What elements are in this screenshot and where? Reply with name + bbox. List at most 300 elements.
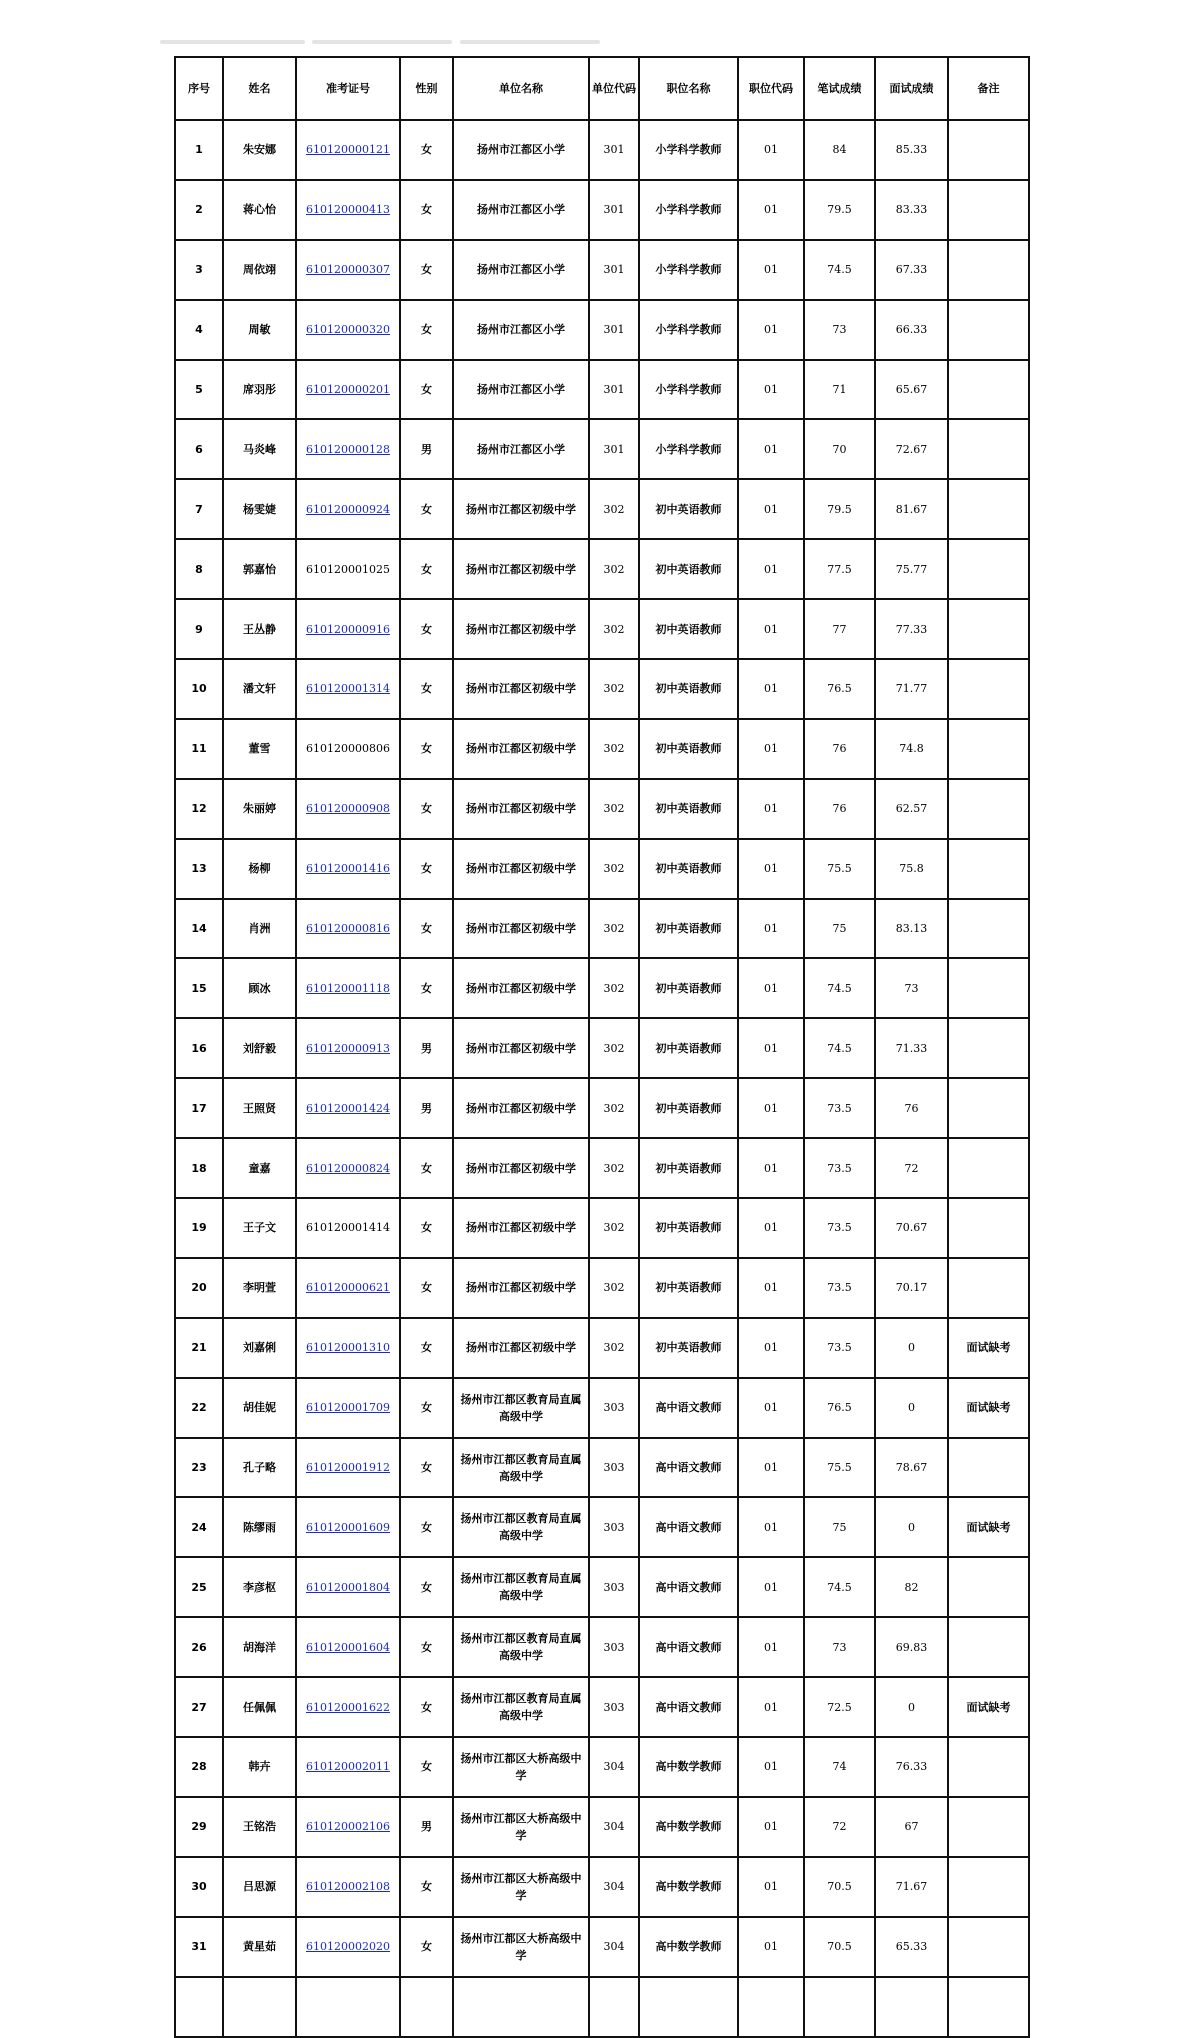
cell-note: [948, 180, 1029, 240]
cell-name: [223, 1977, 296, 2037]
cell-position: 高中语文教师: [639, 1557, 738, 1617]
cell-note: [948, 899, 1029, 959]
cell-no: 6: [175, 419, 223, 479]
cell-name: 周依翊: [223, 240, 296, 300]
cell-unit: 扬州市江都区初级中学: [453, 1018, 589, 1078]
cell-sex: 女: [400, 1258, 453, 1318]
cell-unit: 扬州市江都区初级中学: [453, 899, 589, 959]
cell-no: 24: [175, 1497, 223, 1557]
cell-position-code: 01: [738, 899, 804, 959]
cell-sex: 女: [400, 1677, 453, 1737]
cell-sex: 女: [400, 779, 453, 839]
cell-position-code: 01: [738, 1438, 804, 1498]
cell-no: 9: [175, 599, 223, 659]
cell-name: 陈缪雨: [223, 1497, 296, 1557]
exam-id-link[interactable]: 610120001912: [306, 1461, 390, 1475]
cell-sex: 女: [400, 360, 453, 420]
cell-no: 5: [175, 360, 223, 420]
cell-interview-score: 76: [875, 1078, 948, 1138]
cell-position: 初中英语教师: [639, 1198, 738, 1258]
cell-note: [948, 1138, 1029, 1198]
cell-sex: 女: [400, 1378, 453, 1438]
cell-unit-code: 302: [589, 1318, 639, 1378]
cell-name: 蒋心怡: [223, 180, 296, 240]
exam-id-link[interactable]: 610120002011: [306, 1760, 390, 1774]
cell-no: 31: [175, 1917, 223, 1977]
exam-id-link[interactable]: 610120001416: [306, 862, 390, 876]
cell-exam-id: [296, 1438, 400, 1498]
table-row: [175, 360, 1029, 420]
cell-unit-code: 302: [589, 779, 639, 839]
cell-no: 28: [175, 1737, 223, 1797]
exam-id-link[interactable]: 610120002020: [306, 1940, 390, 1954]
cell-exam-id: [296, 1857, 400, 1917]
cell-unit: 扬州市江都区小学: [453, 360, 589, 420]
cell-unit: 扬州市江都区教育局直属高级中学: [453, 1497, 589, 1557]
cell-position: 高中数学教师: [639, 1917, 738, 1977]
cell-position: 高中数学教师: [639, 1797, 738, 1857]
cell-sex: 女: [400, 839, 453, 899]
cell-position: 高中语文教师: [639, 1378, 738, 1438]
cell-unit: 扬州市江都区教育局直属高级中学: [453, 1438, 589, 1498]
cell-unit-code: 302: [589, 1258, 639, 1318]
cell-name: 朱丽婷: [223, 779, 296, 839]
cell-exam-id: [296, 839, 400, 899]
cell-written-score: 75.5: [804, 839, 875, 899]
cell-interview-score: 67: [875, 1797, 948, 1857]
cell-interview-score: 76.33: [875, 1737, 948, 1797]
cell-interview-score: 85.33: [875, 120, 948, 180]
cell-unit-code: 304: [589, 1857, 639, 1917]
cell-written-score: 73.5: [804, 1078, 875, 1138]
table-row: [175, 1438, 1029, 1498]
cell-sex: 男: [400, 1797, 453, 1857]
table-row: [175, 1198, 1029, 1258]
cell-unit: 扬州市江都区初级中学: [453, 958, 589, 1018]
cell-note: [948, 1617, 1029, 1677]
cell-interview-score: 71.33: [875, 1018, 948, 1078]
cell-written-score: 76.5: [804, 659, 875, 719]
cell-written-score: 70: [804, 419, 875, 479]
cell-exam-id: [296, 1138, 400, 1198]
header-exam-id: 准考证号: [296, 57, 400, 120]
exam-id-link[interactable]: 610120000121: [306, 143, 390, 157]
cell-name: 孔子略: [223, 1438, 296, 1498]
cell-unit-code: 303: [589, 1438, 639, 1498]
table-row: [175, 1977, 1029, 2037]
cell-exam-id: [296, 1677, 400, 1737]
cell-sex: 女: [400, 599, 453, 659]
table-row: [175, 419, 1029, 479]
cell-exam-id: [296, 300, 400, 360]
cell-name: 王照贤: [223, 1078, 296, 1138]
header-unit: 单位名称: [453, 57, 589, 120]
cell-position: 高中语文教师: [639, 1677, 738, 1737]
cell-position: 高中语文教师: [639, 1438, 738, 1498]
cell-no: 30: [175, 1857, 223, 1917]
cell-written-score: 73.5: [804, 1138, 875, 1198]
cell-unit-code: 302: [589, 1138, 639, 1198]
cell-position: 初中英语教师: [639, 1018, 738, 1078]
cell-written-score: 74: [804, 1737, 875, 1797]
cell-position: 初中英语教师: [639, 719, 738, 779]
table-row: [175, 899, 1029, 959]
cell-position: 小学科学教师: [639, 120, 738, 180]
cell-note: [948, 300, 1029, 360]
cell-position-code: 01: [738, 1917, 804, 1977]
cell-unit-code: 302: [589, 899, 639, 959]
cell-written-score: 79.5: [804, 180, 875, 240]
cell-name: 胡佳妮: [223, 1378, 296, 1438]
cell-position-code: [738, 1977, 804, 2037]
cell-exam-id: [296, 240, 400, 300]
cell-position-code: 01: [738, 1677, 804, 1737]
cell-written-score: 71: [804, 360, 875, 420]
exam-id-link[interactable]: 610120000824: [306, 1161, 390, 1175]
cell-unit: 扬州市江都区教育局直属高级中学: [453, 1557, 589, 1617]
header-sex: 性别: [400, 57, 453, 120]
exam-id-link[interactable]: 610120001310: [306, 1341, 390, 1355]
cell-sex: 女: [400, 1318, 453, 1378]
cell-no: 12: [175, 779, 223, 839]
cell-name: 李明萱: [223, 1258, 296, 1318]
cell-position-code: 01: [738, 1198, 804, 1258]
cell-unit: 扬州市江都区小学: [453, 180, 589, 240]
cell-unit-code: 302: [589, 479, 639, 539]
cell-written-score: 74.5: [804, 1018, 875, 1078]
cell-sex: 女: [400, 120, 453, 180]
cell-exam-id: [296, 1917, 400, 1977]
exam-id-link[interactable]: 610120001804: [306, 1580, 390, 1594]
table-body: [175, 120, 1029, 2037]
table-row: [175, 180, 1029, 240]
cell-unit-code: 302: [589, 599, 639, 659]
cell-position: 高中语文教师: [639, 1617, 738, 1677]
cell-unit: 扬州市江都区大桥高级中学: [453, 1857, 589, 1917]
cell-name: 童嘉: [223, 1138, 296, 1198]
cell-no: 20: [175, 1258, 223, 1318]
table-row: [175, 1318, 1029, 1378]
cell-unit-code: 303: [589, 1378, 639, 1438]
cell-unit: 扬州市江都区初级中学: [453, 539, 589, 599]
cell-position: 小学科学教师: [639, 240, 738, 300]
exam-id-link[interactable]: 610120001709: [306, 1401, 390, 1415]
cell-position: 初中英语教师: [639, 479, 738, 539]
cell-name: 潘文轩: [223, 659, 296, 719]
cell-exam-id: [296, 1078, 400, 1138]
cell-position-code: 01: [738, 1138, 804, 1198]
cell-no: 13: [175, 839, 223, 899]
table-row: [175, 1677, 1029, 1737]
cell-unit-code: 302: [589, 1198, 639, 1258]
cell-no: 21: [175, 1318, 223, 1378]
cell-position-code: 01: [738, 479, 804, 539]
cell-unit: 扬州市江都区初级中学: [453, 659, 589, 719]
cell-unit-code: 302: [589, 539, 639, 599]
cell-exam-id: [296, 899, 400, 959]
cell-exam-id: [296, 1258, 400, 1318]
cell-position: 初中英语教师: [639, 839, 738, 899]
cell-note: [948, 1018, 1029, 1078]
cell-written-score: 74.5: [804, 240, 875, 300]
cell-position: 初中英语教师: [639, 659, 738, 719]
cell-exam-id: [296, 1018, 400, 1078]
cell-written-score: 76: [804, 719, 875, 779]
cell-note: [948, 958, 1029, 1018]
cell-position: 初中英语教师: [639, 1318, 738, 1378]
cell-interview-score: 70.17: [875, 1258, 948, 1318]
cell-written-score: 77: [804, 599, 875, 659]
cell-exam-id: [296, 180, 400, 240]
cell-position-code: 01: [738, 599, 804, 659]
cell-interview-score: 70.67: [875, 1198, 948, 1258]
exam-id-link[interactable]: 610120001622: [306, 1700, 390, 1714]
cell-note: [948, 1557, 1029, 1617]
cell-position: 初中英语教师: [639, 899, 738, 959]
cell-name: 韩卉: [223, 1737, 296, 1797]
cell-unit-code: 302: [589, 659, 639, 719]
cell-written-score: 79.5: [804, 479, 875, 539]
cell-written-score: 73.5: [804, 1318, 875, 1378]
cell-exam-id: [296, 1497, 400, 1557]
cell-position: 小学科学教师: [639, 300, 738, 360]
exam-id-link[interactable]: 610120000307: [306, 263, 390, 277]
cell-unit: 扬州市江都区教育局直属高级中学: [453, 1677, 589, 1737]
cell-sex: 男: [400, 1078, 453, 1138]
cell-interview-score: 83.13: [875, 899, 948, 959]
cell-position: 高中数学教师: [639, 1857, 738, 1917]
cell-sex: 女: [400, 479, 453, 539]
cell-unit: 扬州市江都区小学: [453, 120, 589, 180]
cell-interview-score: 77.33: [875, 599, 948, 659]
cell-interview-score: [875, 1977, 948, 2037]
cell-unit: 扬州市江都区大桥高级中学: [453, 1737, 589, 1797]
cell-position-code: 01: [738, 539, 804, 599]
cell-unit: 扬州市江都区小学: [453, 240, 589, 300]
cell-unit: 扬州市江都区大桥高级中学: [453, 1917, 589, 1977]
exam-id-link[interactable]: 610120000924: [306, 502, 390, 516]
cell-name: 马炎峰: [223, 419, 296, 479]
exam-id-link[interactable]: 610120000320: [306, 323, 390, 337]
table-row: [175, 300, 1029, 360]
cell-unit-code: 302: [589, 1078, 639, 1138]
cell-note: 面试缺考: [948, 1318, 1029, 1378]
cell-exam-id: [296, 479, 400, 539]
cell-no: 3: [175, 240, 223, 300]
cell-sex: 女: [400, 958, 453, 1018]
cell-note: [948, 1078, 1029, 1138]
cell-exam-id: [296, 1797, 400, 1857]
cell-position-code: 01: [738, 1078, 804, 1138]
table-row: [175, 1917, 1029, 1977]
cell-sex: 女: [400, 1557, 453, 1617]
cell-no: 7: [175, 479, 223, 539]
cell-sex: 女: [400, 1438, 453, 1498]
cell-position-code: 01: [738, 360, 804, 420]
table-row: [175, 1258, 1029, 1318]
header-name: 姓名: [223, 57, 296, 120]
cell-position-code: 01: [738, 1797, 804, 1857]
cell-position: [639, 1977, 738, 2037]
header-no: 序号: [175, 57, 223, 120]
exam-id-link[interactable]: 610120000908: [306, 802, 390, 816]
cell-position-code: 01: [738, 180, 804, 240]
cell-no: 10: [175, 659, 223, 719]
cell-note: [948, 240, 1029, 300]
exam-id-link[interactable]: 610120000413: [306, 203, 390, 217]
exam-id-link[interactable]: 610120000128: [306, 442, 390, 456]
exam-id-link[interactable]: 610120001314: [306, 682, 390, 696]
cell-interview-score: 66.33: [875, 300, 948, 360]
cell-position-code: 01: [738, 1378, 804, 1438]
cell-written-score: [804, 1977, 875, 2037]
cell-unit: 扬州市江都区初级中学: [453, 839, 589, 899]
exam-id-link[interactable]: 610120001609: [306, 1520, 390, 1534]
header-position-code: 职位代码: [738, 57, 804, 120]
exam-id-link[interactable]: 610120001604: [306, 1640, 390, 1654]
cell-no: 18: [175, 1138, 223, 1198]
cell-written-score: 73.5: [804, 1198, 875, 1258]
cell-unit-code: 301: [589, 180, 639, 240]
cell-no: 17: [175, 1078, 223, 1138]
cell-exam-id: 610120001414: [296, 1198, 400, 1258]
cell-name: 席羽彤: [223, 360, 296, 420]
exam-id-link[interactable]: 610120000816: [306, 922, 390, 936]
cell-sex: 女: [400, 1198, 453, 1258]
exam-id-link[interactable]: 610120001424: [306, 1101, 390, 1115]
cell-unit-code: 301: [589, 240, 639, 300]
exam-id-link[interactable]: 610120000201: [306, 383, 390, 396]
cell-written-score: 70.5: [804, 1857, 875, 1917]
cell-no: 27: [175, 1677, 223, 1737]
table-row: [175, 1857, 1029, 1917]
cell-position: 小学科学教师: [639, 360, 738, 420]
exam-id-link[interactable]: 610120001118: [306, 981, 390, 995]
cell-position-code: 01: [738, 240, 804, 300]
table-row: [175, 1018, 1029, 1078]
cell-unit: 扬州市江都区初级中学: [453, 1078, 589, 1138]
cell-name: 刘舒毅: [223, 1018, 296, 1078]
cell-unit: 扬州市江都区初级中学: [453, 1138, 589, 1198]
cell-sex: 女: [400, 659, 453, 719]
cell-name: 黄星茹: [223, 1917, 296, 1977]
header-interview-score: 面试成绩: [875, 57, 948, 120]
cell-unit: 扬州市江都区初级中学: [453, 1258, 589, 1318]
cell-written-score: 76: [804, 779, 875, 839]
cell-interview-score: 65.67: [875, 360, 948, 420]
cell-unit: 扬州市江都区教育局直属高级中学: [453, 1617, 589, 1677]
table-row: [175, 779, 1029, 839]
cell-sex: 女: [400, 300, 453, 360]
cell-sex: 女: [400, 180, 453, 240]
cell-interview-score: 0: [875, 1378, 948, 1438]
table-row: [175, 1617, 1029, 1677]
cell-no: 11: [175, 719, 223, 779]
cell-name: 刘嘉俐: [223, 1318, 296, 1378]
cell-exam-id: [296, 419, 400, 479]
cell-interview-score: 72.67: [875, 419, 948, 479]
cell-exam-id: [296, 1617, 400, 1677]
cell-unit: 扬州市江都区初级中学: [453, 479, 589, 539]
cell-no: 15: [175, 958, 223, 1018]
cell-no: 25: [175, 1557, 223, 1617]
cell-note: 面试缺考: [948, 1497, 1029, 1557]
cell-note: [948, 360, 1029, 420]
cell-no: 1: [175, 120, 223, 180]
cell-exam-id: 610120001025: [296, 539, 400, 599]
cell-interview-score: 71.67: [875, 1857, 948, 1917]
cell-sex: 女: [400, 1737, 453, 1797]
exam-id-link[interactable]: 610120000916: [306, 622, 390, 636]
cell-sex: 男: [400, 419, 453, 479]
cell-exam-id: [296, 599, 400, 659]
cell-exam-id: [296, 1378, 400, 1438]
cell-interview-score: 71.77: [875, 659, 948, 719]
cell-written-score: 77.5: [804, 539, 875, 599]
cell-written-score: 72: [804, 1797, 875, 1857]
cell-position-code: 01: [738, 1018, 804, 1078]
cell-interview-score: 81.67: [875, 479, 948, 539]
cell-unit: [453, 1977, 589, 2037]
cell-no: 29: [175, 1797, 223, 1857]
cell-exam-id: 610120000806: [296, 719, 400, 779]
table-row: [175, 120, 1029, 180]
cell-unit: 扬州市江都区初级中学: [453, 1198, 589, 1258]
cell-no: 8: [175, 539, 223, 599]
cell-exam-id: [296, 779, 400, 839]
table-row: [175, 1497, 1029, 1557]
header-note: 备注: [948, 57, 1029, 120]
cell-name: 胡海洋: [223, 1617, 296, 1677]
cell-unit: 扬州市江都区小学: [453, 300, 589, 360]
cell-unit-code: 304: [589, 1797, 639, 1857]
cell-position: 小学科学教师: [639, 419, 738, 479]
cell-interview-score: 75.8: [875, 839, 948, 899]
exam-id-link[interactable]: 610120000621: [306, 1281, 390, 1295]
cell-interview-score: 67.33: [875, 240, 948, 300]
cell-unit: 扬州市江都区教育局直属高级中学: [453, 1378, 589, 1438]
cell-written-score: 84: [804, 120, 875, 180]
cell-unit: 扬州市江都区大桥高级中学: [453, 1797, 589, 1857]
cell-name: 任佩佩: [223, 1677, 296, 1737]
cell-unit-code: 302: [589, 839, 639, 899]
cell-written-score: 72.5: [804, 1677, 875, 1737]
cell-position-code: 01: [738, 120, 804, 180]
cell-note: [948, 839, 1029, 899]
cell-name: 周敏: [223, 300, 296, 360]
cell-no: 19: [175, 1198, 223, 1258]
header-unit-code: 单位代码: [589, 57, 639, 120]
table-row: [175, 1797, 1029, 1857]
cell-unit-code: 304: [589, 1917, 639, 1977]
cell-interview-score: 69.83: [875, 1617, 948, 1677]
cell-no: 16: [175, 1018, 223, 1078]
cell-name: 杨雯婕: [223, 479, 296, 539]
cell-note: [948, 479, 1029, 539]
cell-no: 23: [175, 1438, 223, 1498]
cell-note: [948, 1977, 1029, 2037]
exam-id-link[interactable]: 610120002108: [306, 1880, 390, 1894]
cell-interview-score: 82: [875, 1557, 948, 1617]
cell-note: [948, 659, 1029, 719]
exam-id-link[interactable]: 610120002106: [306, 1820, 390, 1834]
cell-exam-id: [296, 360, 400, 420]
cell-name: 李彦枢: [223, 1557, 296, 1617]
cell-interview-score: 73: [875, 958, 948, 1018]
exam-id-link[interactable]: 610120000913: [306, 1041, 390, 1055]
cell-unit-code: 302: [589, 958, 639, 1018]
cell-position-code: 01: [738, 419, 804, 479]
